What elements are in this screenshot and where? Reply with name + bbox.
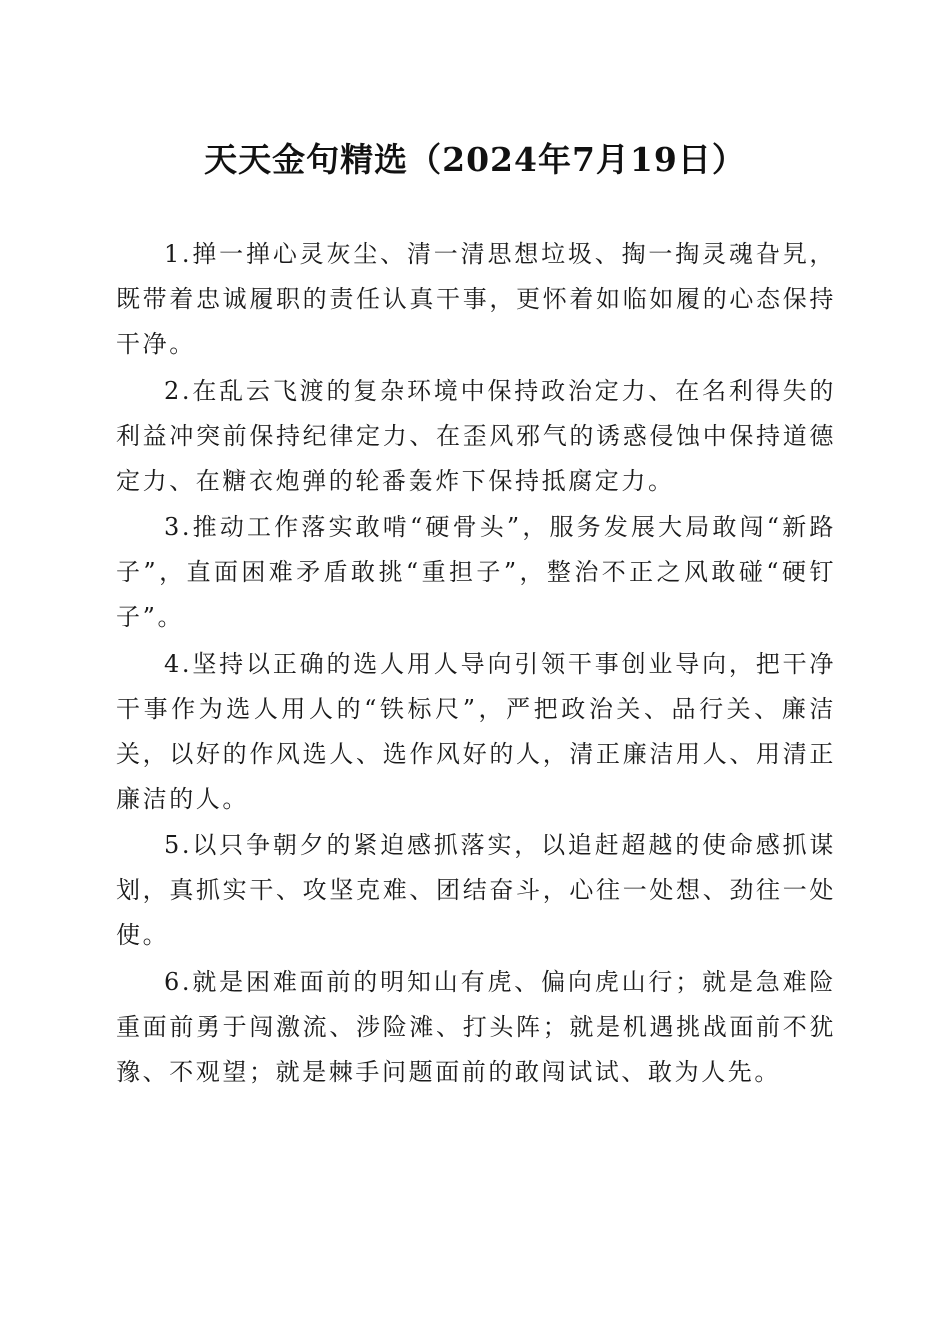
paragraph-2: 2.在乱云飞渡的复杂环境中保持政治定力、在名利得失的利益冲突前保持纪律定力、在歪风邪气的诱惑侵蚀中保持道德定力、在糖衣炮弹的轮番轰炸下保持抵腐定力。 <box>116 376 836 495</box>
paragraph-3: 3.推动工作落实敢啃“硬骨头”，服务发展大局敢闯“新路子”，直面困难矛盾敢挑“重担子”，整治不正之风敢碰“硬钉子”。 <box>116 513 836 631</box>
paragraph-6: 6.就是困难面前的明知山有虎、偏向虎山行；就是急难险重面前勇于闯激流、涉险滩、打头阵；就是机遇挑战面前不犹豫、不观望；就是棘手问题面前的敢闯试试、敢为人先。 <box>116 967 836 1086</box>
paragraph-5: 5.以只争朝夕的紧迫感抓落实，以追赶超越的使命感抓谋划，真抓实干、攻坚克难、团结奋斗，心往一处想、劲往一处使。 <box>116 831 836 949</box>
paragraph-1: 1.掸一掸心灵灰尘、清一清思想垃圾、掏一掏灵魂旮旯，既带着忠诚履职的责任认真干事，更怀着如临如履的心态保持干净。 <box>116 240 836 358</box>
document-title: 天天金句精选（2024年7月19日） <box>204 140 746 179</box>
document-body <box>116 232 836 1096</box>
paragraph-4: 4.坚持以正确的选人用人导向引领干事创业导向，把干净干事作为选人用人的“铁标尺”，严把政治关、品行关、廉洁关，以好的作风选人、选作风好的人，清正廉洁用人、用清正廉洁的人。 <box>116 649 836 813</box>
